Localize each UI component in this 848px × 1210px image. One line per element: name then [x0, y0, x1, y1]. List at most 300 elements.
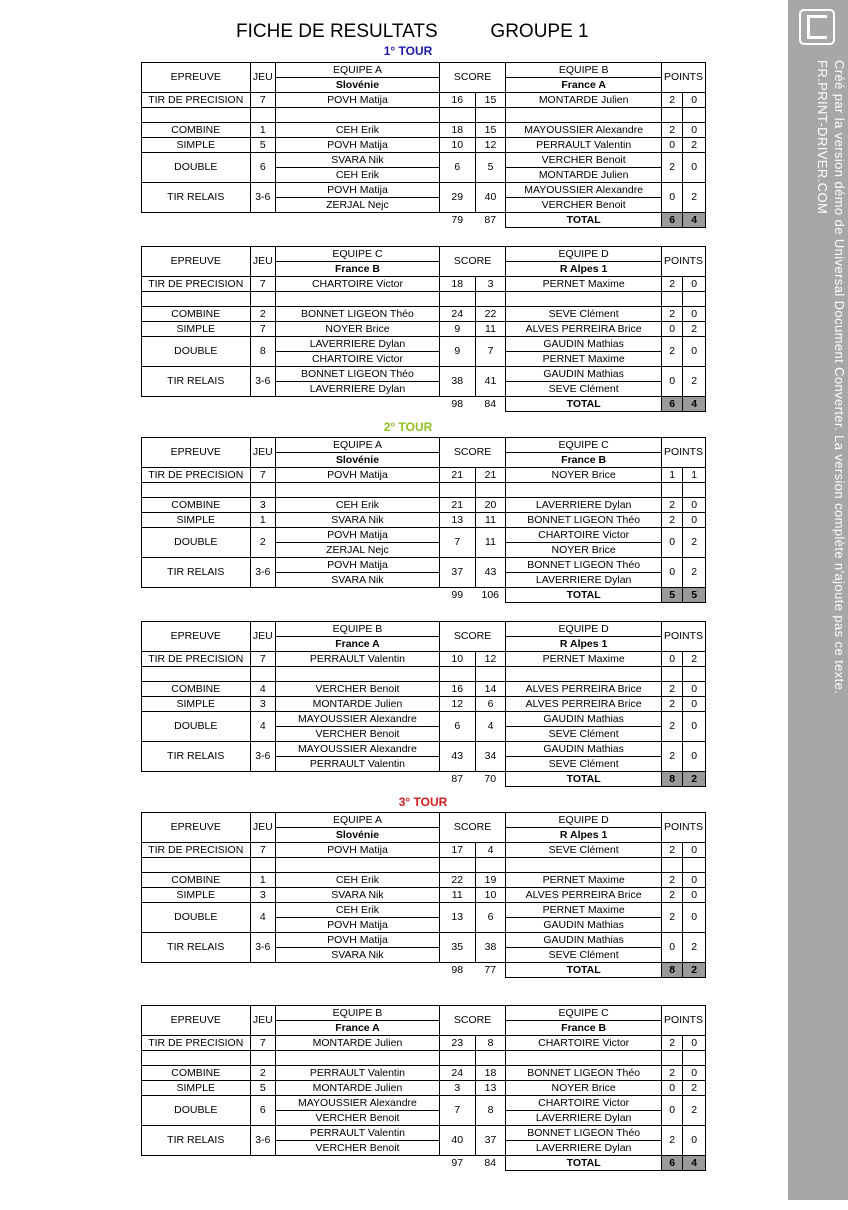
score-a: 18: [439, 123, 475, 138]
header-points: POINTS: [661, 63, 705, 93]
player-a: CEH Erik: [276, 168, 440, 183]
table-row: [142, 292, 706, 307]
total-label: TOTAL: [506, 588, 662, 603]
player-a: POVH Matija: [276, 183, 440, 198]
event-label: DOUBLE: [142, 1096, 251, 1126]
table-row: [142, 903, 706, 918]
event-label: TIR RELAIS: [142, 183, 251, 213]
total-score-a: 87: [451, 773, 464, 785]
table-row: [142, 588, 706, 603]
event-label: DOUBLE: [142, 712, 251, 742]
points-b: 2: [683, 652, 706, 667]
event-label: TIR DE PRECISION: [142, 652, 251, 667]
player-a: POVH Matija: [276, 918, 440, 933]
player-b: SEVE Clément: [506, 727, 662, 742]
points-a: 2: [661, 153, 682, 183]
total-spacer: [276, 1156, 440, 1171]
player-b: PERNET Maxime: [506, 277, 662, 292]
player-b: LAVERRIERE Dylan: [506, 573, 662, 588]
points-a: 0: [661, 138, 682, 153]
player-a: CEH Erik: [276, 903, 440, 918]
score-a: 37: [439, 558, 475, 588]
player-a: POVH Matija: [276, 558, 440, 573]
match-table: [141, 812, 706, 978]
header-score: SCORE: [439, 1006, 506, 1036]
points-a: 0: [661, 1081, 682, 1096]
score-a: 23: [439, 1036, 475, 1051]
player-b: NOYER Brice: [506, 468, 662, 483]
points-b: 1: [683, 468, 706, 483]
player-b: ALVES PERREIRA Brice: [506, 682, 662, 697]
player-b: BONNET LIGEON Théo: [506, 1126, 662, 1141]
table-row: [142, 438, 706, 453]
table-row: [142, 742, 706, 757]
game-number: 3: [250, 498, 276, 513]
header-team-b: EQUIPE B: [506, 63, 662, 78]
points-a: 2: [661, 873, 682, 888]
empty-cell: [276, 858, 440, 873]
player-a: SVARA Nik: [276, 153, 440, 168]
score-b: 5: [475, 153, 506, 183]
event-label: TIR DE PRECISION: [142, 468, 251, 483]
watermark-line-1: Créé par la version démo de Universal Document Converter. La version complète n'ajoute pas ce texte.: [832, 60, 847, 695]
total-spacer: [250, 588, 276, 603]
score-b: 14: [475, 682, 506, 697]
table-row: [142, 667, 706, 682]
header-team-a: EQUIPE A: [276, 438, 440, 453]
player-a: POVH Matija: [276, 933, 440, 948]
total-spacer: [250, 213, 276, 228]
player-a: VERCHER Benoit: [276, 682, 440, 697]
points-b: 2: [683, 322, 706, 337]
player-b: LAVERRIERE Dylan: [506, 1141, 662, 1156]
table-row: [142, 108, 706, 123]
table-row: [142, 1126, 706, 1141]
score-b: 11: [475, 513, 506, 528]
score-a: 6: [439, 712, 475, 742]
empty-cell: [661, 858, 682, 873]
team-b-name: France B: [506, 453, 662, 468]
player-b: SEVE Clément: [506, 307, 662, 322]
total-spacer: [276, 772, 440, 787]
table-row: [142, 963, 706, 978]
event-label: TIR DE PRECISION: [142, 93, 251, 108]
total-spacer: [250, 1156, 276, 1171]
match-table: [141, 1005, 706, 1171]
player-b: PERNET Maxime: [506, 652, 662, 667]
table-row: [142, 888, 706, 903]
player-b: VERCHER Benoit: [506, 153, 662, 168]
event-label: TIR RELAIS: [142, 933, 251, 963]
total-points-b: 5: [683, 588, 706, 603]
player-b: LAVERRIERE Dylan: [506, 498, 662, 513]
table-row: [142, 772, 706, 787]
empty-cell: [142, 667, 251, 682]
table-row: [142, 1051, 706, 1066]
game-number: 7: [250, 1036, 276, 1051]
header-epreuve: EPREUVE: [142, 63, 251, 93]
table-row: [142, 367, 706, 382]
game-number: 5: [250, 138, 276, 153]
header-team-a: EQUIPE A: [276, 813, 440, 828]
empty-cell: [250, 667, 276, 682]
game-number: 3-6: [250, 933, 276, 963]
event-label: DOUBLE: [142, 337, 251, 367]
empty-cell: [506, 483, 662, 498]
empty-cell: [661, 108, 682, 123]
player-a: VERCHER Benoit: [276, 1111, 440, 1126]
total-score-b: 87: [484, 214, 497, 226]
player-a: ZERJAL Nejc: [276, 543, 440, 558]
header-team-a: EQUIPE B: [276, 622, 440, 637]
game-number: 3-6: [250, 742, 276, 772]
event-label: SIMPLE: [142, 697, 251, 712]
event-label: COMBINE: [142, 873, 251, 888]
score-a: 6: [439, 153, 475, 183]
points-a: 2: [661, 277, 682, 292]
game-number: 7: [250, 843, 276, 858]
table-row: [142, 337, 706, 352]
player-b: SEVE Clément: [506, 843, 662, 858]
header-jeu: JEU: [250, 438, 276, 468]
player-a: ZERJAL Nejc: [276, 198, 440, 213]
empty-cell: [475, 483, 506, 498]
player-b: MAYOUSSIER Alexandre: [506, 183, 662, 198]
points-b: 0: [683, 888, 706, 903]
score-a: 21: [439, 468, 475, 483]
total-points-b: 4: [683, 397, 706, 412]
table-row: [142, 1081, 706, 1096]
event-label: SIMPLE: [142, 888, 251, 903]
empty-cell: [506, 858, 662, 873]
team-b-name: R Alpes 1: [506, 262, 662, 277]
tour-label: 3° TOUR: [398, 795, 448, 809]
player-a: VERCHER Benoit: [276, 1141, 440, 1156]
points-b: 0: [683, 712, 706, 742]
total-score-b: 106: [481, 589, 500, 601]
table-row: [142, 528, 706, 543]
points-b: 2: [683, 528, 706, 558]
match-table: [141, 246, 706, 412]
table-row: [142, 153, 706, 168]
points-b: 0: [683, 843, 706, 858]
header-team-b: EQUIPE D: [506, 622, 662, 637]
event-label: TIR RELAIS: [142, 742, 251, 772]
empty-cell: [683, 667, 706, 682]
player-a: PERRAULT Valentin: [276, 1066, 440, 1081]
tour-label: 1° TOUR: [383, 44, 433, 58]
event-label: SIMPLE: [142, 513, 251, 528]
game-number: 4: [250, 712, 276, 742]
header-team-a: EQUIPE A: [276, 63, 440, 78]
total-score-a: 98: [451, 398, 464, 410]
event-label: DOUBLE: [142, 528, 251, 558]
total-spacer: [250, 397, 276, 412]
points-a: 2: [661, 513, 682, 528]
score-b: 4: [475, 843, 506, 858]
score-a: 43: [439, 742, 475, 772]
score-b: 22: [475, 307, 506, 322]
total-score-b: 84: [484, 1157, 497, 1169]
player-b: BONNET LIGEON Théo: [506, 513, 662, 528]
total-label: TOTAL: [506, 772, 662, 787]
total-spacer: [276, 588, 440, 603]
points-a: 1: [661, 468, 682, 483]
total-score-a: 79: [451, 214, 464, 226]
points-b: 2: [683, 183, 706, 213]
player-b: MAYOUSSIER Alexandre: [506, 123, 662, 138]
tour-label: 2° TOUR: [383, 420, 433, 434]
empty-cell: [276, 1051, 440, 1066]
table-row: [142, 682, 706, 697]
player-b: VERCHER Benoit: [506, 198, 662, 213]
table-row: [142, 277, 706, 292]
points-b: 0: [683, 873, 706, 888]
points-b: 0: [683, 697, 706, 712]
empty-cell: [506, 1051, 662, 1066]
score-b: 3: [475, 277, 506, 292]
score-a: 18: [439, 277, 475, 292]
game-number: 3-6: [250, 183, 276, 213]
team-b-name: France A: [506, 78, 662, 93]
score-b: 19: [475, 873, 506, 888]
total-points-b: 2: [683, 963, 706, 978]
event-label: TIR RELAIS: [142, 367, 251, 397]
event-label: TIR DE PRECISION: [142, 1036, 251, 1051]
empty-cell: [661, 292, 682, 307]
total-score-b: 70: [484, 773, 497, 785]
game-number: 3-6: [250, 558, 276, 588]
score-a: 10: [439, 138, 475, 153]
points-a: 2: [661, 123, 682, 138]
score-a: 7: [439, 1096, 475, 1126]
points-a: 2: [661, 307, 682, 322]
table-row: [142, 858, 706, 873]
demo-watermark-bar: [788, 0, 848, 1200]
empty-cell: [683, 483, 706, 498]
player-b: NOYER Brice: [506, 543, 662, 558]
score-a: 11: [439, 888, 475, 903]
total-score-a: 99: [451, 589, 464, 601]
player-b: ALVES PERREIRA Brice: [506, 697, 662, 712]
event-label: SIMPLE: [142, 138, 251, 153]
points-a: 2: [661, 712, 682, 742]
player-b: GAUDIN Mathias: [506, 918, 662, 933]
points-b: 0: [683, 277, 706, 292]
game-number: 8: [250, 337, 276, 367]
score-a: 7: [439, 528, 475, 558]
header-score: SCORE: [439, 438, 506, 468]
score-b: 8: [475, 1036, 506, 1051]
player-a: SVARA Nik: [276, 948, 440, 963]
game-number: 3-6: [250, 367, 276, 397]
empty-cell: [142, 1051, 251, 1066]
points-b: 2: [683, 558, 706, 588]
game-number: 2: [250, 528, 276, 558]
header-jeu: JEU: [250, 622, 276, 652]
total-spacer: [250, 772, 276, 787]
score-b: 38: [475, 933, 506, 963]
score-b: 6: [475, 903, 506, 933]
points-a: 0: [661, 322, 682, 337]
player-a: PERRAULT Valentin: [276, 652, 440, 667]
points-a: 2: [661, 337, 682, 367]
score-b: 37: [475, 1126, 506, 1156]
game-number: 7: [250, 93, 276, 108]
empty-cell: [661, 667, 682, 682]
player-a: MAYOUSSIER Alexandre: [276, 742, 440, 757]
player-b: GAUDIN Mathias: [506, 742, 662, 757]
event-label: DOUBLE: [142, 903, 251, 933]
player-a: POVH Matija: [276, 843, 440, 858]
team-b-name: R Alpes 1: [506, 828, 662, 843]
event-label: TIR RELAIS: [142, 558, 251, 588]
empty-cell: [142, 858, 251, 873]
team-a-name: France A: [276, 1021, 440, 1036]
total-points-a: 6: [661, 1156, 682, 1171]
header-points: POINTS: [661, 1006, 705, 1036]
points-b: 2: [683, 367, 706, 397]
points-b: 0: [683, 93, 706, 108]
score-b: 34: [475, 742, 506, 772]
points-b: 0: [683, 682, 706, 697]
points-a: 0: [661, 652, 682, 667]
empty-cell: [250, 1051, 276, 1066]
score-b: 12: [475, 138, 506, 153]
points-b: 0: [683, 123, 706, 138]
score-b: 10: [475, 888, 506, 903]
player-a: CHARTOIRE Victor: [276, 277, 440, 292]
points-a: 2: [661, 697, 682, 712]
score-a: 16: [439, 93, 475, 108]
header-score: SCORE: [439, 247, 506, 277]
points-a: 2: [661, 93, 682, 108]
watermark-line-2: FR.PRINT-DRIVER.COM: [815, 60, 830, 215]
table-row: [142, 483, 706, 498]
points-a: 0: [661, 367, 682, 397]
header-points: POINTS: [661, 622, 705, 652]
player-a: CEH Erik: [276, 123, 440, 138]
score-b: 11: [475, 322, 506, 337]
points-b: 0: [683, 513, 706, 528]
table-row: [142, 933, 706, 948]
header-epreuve: EPREUVE: [142, 247, 251, 277]
empty-cell: [142, 483, 251, 498]
event-label: COMBINE: [142, 123, 251, 138]
header-jeu: JEU: [250, 63, 276, 93]
empty-cell: [475, 108, 506, 123]
player-a: VERCHER Benoit: [276, 727, 440, 742]
player-b: BONNET LIGEON Théo: [506, 558, 662, 573]
total-spacer: [142, 213, 251, 228]
player-b: MONTARDE Julien: [506, 93, 662, 108]
match-table: [141, 621, 706, 787]
table-row: [142, 873, 706, 888]
team-a-name: France A: [276, 637, 440, 652]
score-b: 43: [475, 558, 506, 588]
empty-cell: [683, 108, 706, 123]
table-row: [142, 322, 706, 337]
empty-cell: [506, 108, 662, 123]
game-number: 2: [250, 307, 276, 322]
table-row: [142, 468, 706, 483]
game-number: 1: [250, 513, 276, 528]
empty-cell: [250, 292, 276, 307]
team-a-name: France B: [276, 262, 440, 277]
points-a: 2: [661, 742, 682, 772]
player-a: CHARTOIRE Victor: [276, 352, 440, 367]
player-a: POVH Matija: [276, 528, 440, 543]
player-a: POVH Matija: [276, 93, 440, 108]
points-a: 2: [661, 888, 682, 903]
total-label: TOTAL: [506, 963, 662, 978]
score-b: 4: [475, 712, 506, 742]
total-spacer: [142, 963, 251, 978]
points-a: 2: [661, 1066, 682, 1081]
game-number: 3-6: [250, 1126, 276, 1156]
points-a: 2: [661, 682, 682, 697]
team-a-name: Slovénie: [276, 828, 440, 843]
points-a: 0: [661, 183, 682, 213]
game-number: 7: [250, 277, 276, 292]
header-jeu: JEU: [250, 1006, 276, 1036]
header-epreuve: EPREUVE: [142, 622, 251, 652]
score-a: 17: [439, 843, 475, 858]
header-epreuve: EPREUVE: [142, 438, 251, 468]
player-a: SVARA Nik: [276, 573, 440, 588]
player-b: ALVES PERREIRA Brice: [506, 888, 662, 903]
total-points-a: 8: [661, 963, 682, 978]
score-a: 21: [439, 498, 475, 513]
game-number: 6: [250, 153, 276, 183]
score-a: 29: [439, 183, 475, 213]
watermark-text: [798, 60, 848, 1210]
table-row: [142, 307, 706, 322]
points-b: 2: [683, 933, 706, 963]
table-row: [142, 123, 706, 138]
table-row: [142, 93, 706, 108]
team-a-name: Slovénie: [276, 78, 440, 93]
points-a: 2: [661, 498, 682, 513]
score-b: 15: [475, 123, 506, 138]
empty-cell: [250, 858, 276, 873]
points-a: 0: [661, 933, 682, 963]
table-row: [142, 697, 706, 712]
header-team-a: EQUIPE C: [276, 247, 440, 262]
player-b: PERNET Maxime: [506, 903, 662, 918]
total-spacer: [142, 588, 251, 603]
player-b: MONTARDE Julien: [506, 168, 662, 183]
score-a: 13: [439, 513, 475, 528]
player-b: SEVE Clément: [506, 757, 662, 772]
player-b: PERNET Maxime: [506, 352, 662, 367]
total-points-b: 4: [683, 1156, 706, 1171]
match-table: [141, 62, 706, 228]
event-label: COMBINE: [142, 307, 251, 322]
empty-cell: [475, 858, 506, 873]
player-a: CEH Erik: [276, 498, 440, 513]
points-b: 0: [683, 1066, 706, 1081]
player-b: LAVERRIERE Dylan: [506, 1111, 662, 1126]
player-a: MONTARDE Julien: [276, 1036, 440, 1051]
empty-cell: [276, 483, 440, 498]
empty-cell: [683, 292, 706, 307]
points-b: 0: [683, 337, 706, 367]
score-a: 12: [439, 697, 475, 712]
total-label: TOTAL: [506, 213, 662, 228]
player-a: NOYER Brice: [276, 322, 440, 337]
empty-cell: [661, 483, 682, 498]
